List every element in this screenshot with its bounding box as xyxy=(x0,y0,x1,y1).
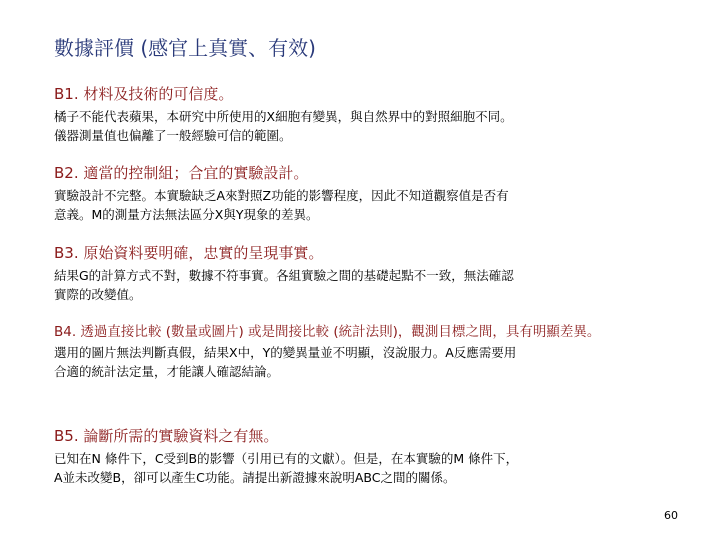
body-line: 實驗設計不完整。本實驗缺乏A來對照Z功能的影響程度，因此不知道觀察值是否有 xyxy=(54,188,509,203)
criterion-heading: B4. 透過直接比較 (數量或圖片) 或是間接比較 (統計法則)，觀測目標之間，具有明顯差異。 xyxy=(54,324,601,340)
criterion-b3 xyxy=(54,243,664,304)
body-line: 儀器測量值也偏離了一般經驗可信的範圍。 xyxy=(54,128,292,143)
body-line: 橘子不能代表蘋果，本研究中所使用的X細胞有變異，與自然界中的對照細胞不同。 xyxy=(54,109,513,124)
criterion-b2 xyxy=(54,163,664,224)
criterion-body xyxy=(54,266,664,304)
body-line: 已知在N 條件下，C受到B的影響（引用已有的文獻）。但是，在本實驗的M 條件下， xyxy=(54,451,519,466)
criterion-heading: B2. 適當的控制組；合宜的實驗設計。 xyxy=(54,164,309,182)
criterion-b1 xyxy=(54,84,664,145)
body-line: 實際的改變值。 xyxy=(54,287,142,302)
slide-title: 數據評價 (感官上真實、有效) xyxy=(54,36,316,60)
criterion-body xyxy=(54,186,664,224)
body-line: 選用的圖片無法判斷真假，結果X中，Y的變異量並不明顯，沒說服力。A反應需要用 xyxy=(54,345,517,360)
page-number: 60 xyxy=(664,509,678,522)
criterion-heading: B5. 論斷所需的實驗資料之有無。 xyxy=(54,427,279,445)
body-line: 意義。M的測量方法無法區分X與Y現象的差異。 xyxy=(54,207,319,222)
criterion-b5 xyxy=(54,426,664,487)
criterion-heading: B3. 原始資料要明確，忠實的呈現事實。 xyxy=(54,244,324,262)
body-line: A並未改變B，卻可以產生C功能。請提出新證據來說明ABC之間的關係。 xyxy=(54,470,456,485)
criterion-body xyxy=(54,343,654,381)
criterion-heading: B1. 材料及技術的可信度。 xyxy=(54,85,234,103)
criterion-body xyxy=(54,449,664,487)
criterion-b4 xyxy=(54,323,654,381)
body-line: 合適的統計法定量，才能讓人確認結論。 xyxy=(54,364,280,379)
body-line: 結果G的計算方式不對，數據不符事實。各組實驗之間的基礎起點不一致，無法確認 xyxy=(54,268,514,283)
criterion-body xyxy=(54,107,664,145)
